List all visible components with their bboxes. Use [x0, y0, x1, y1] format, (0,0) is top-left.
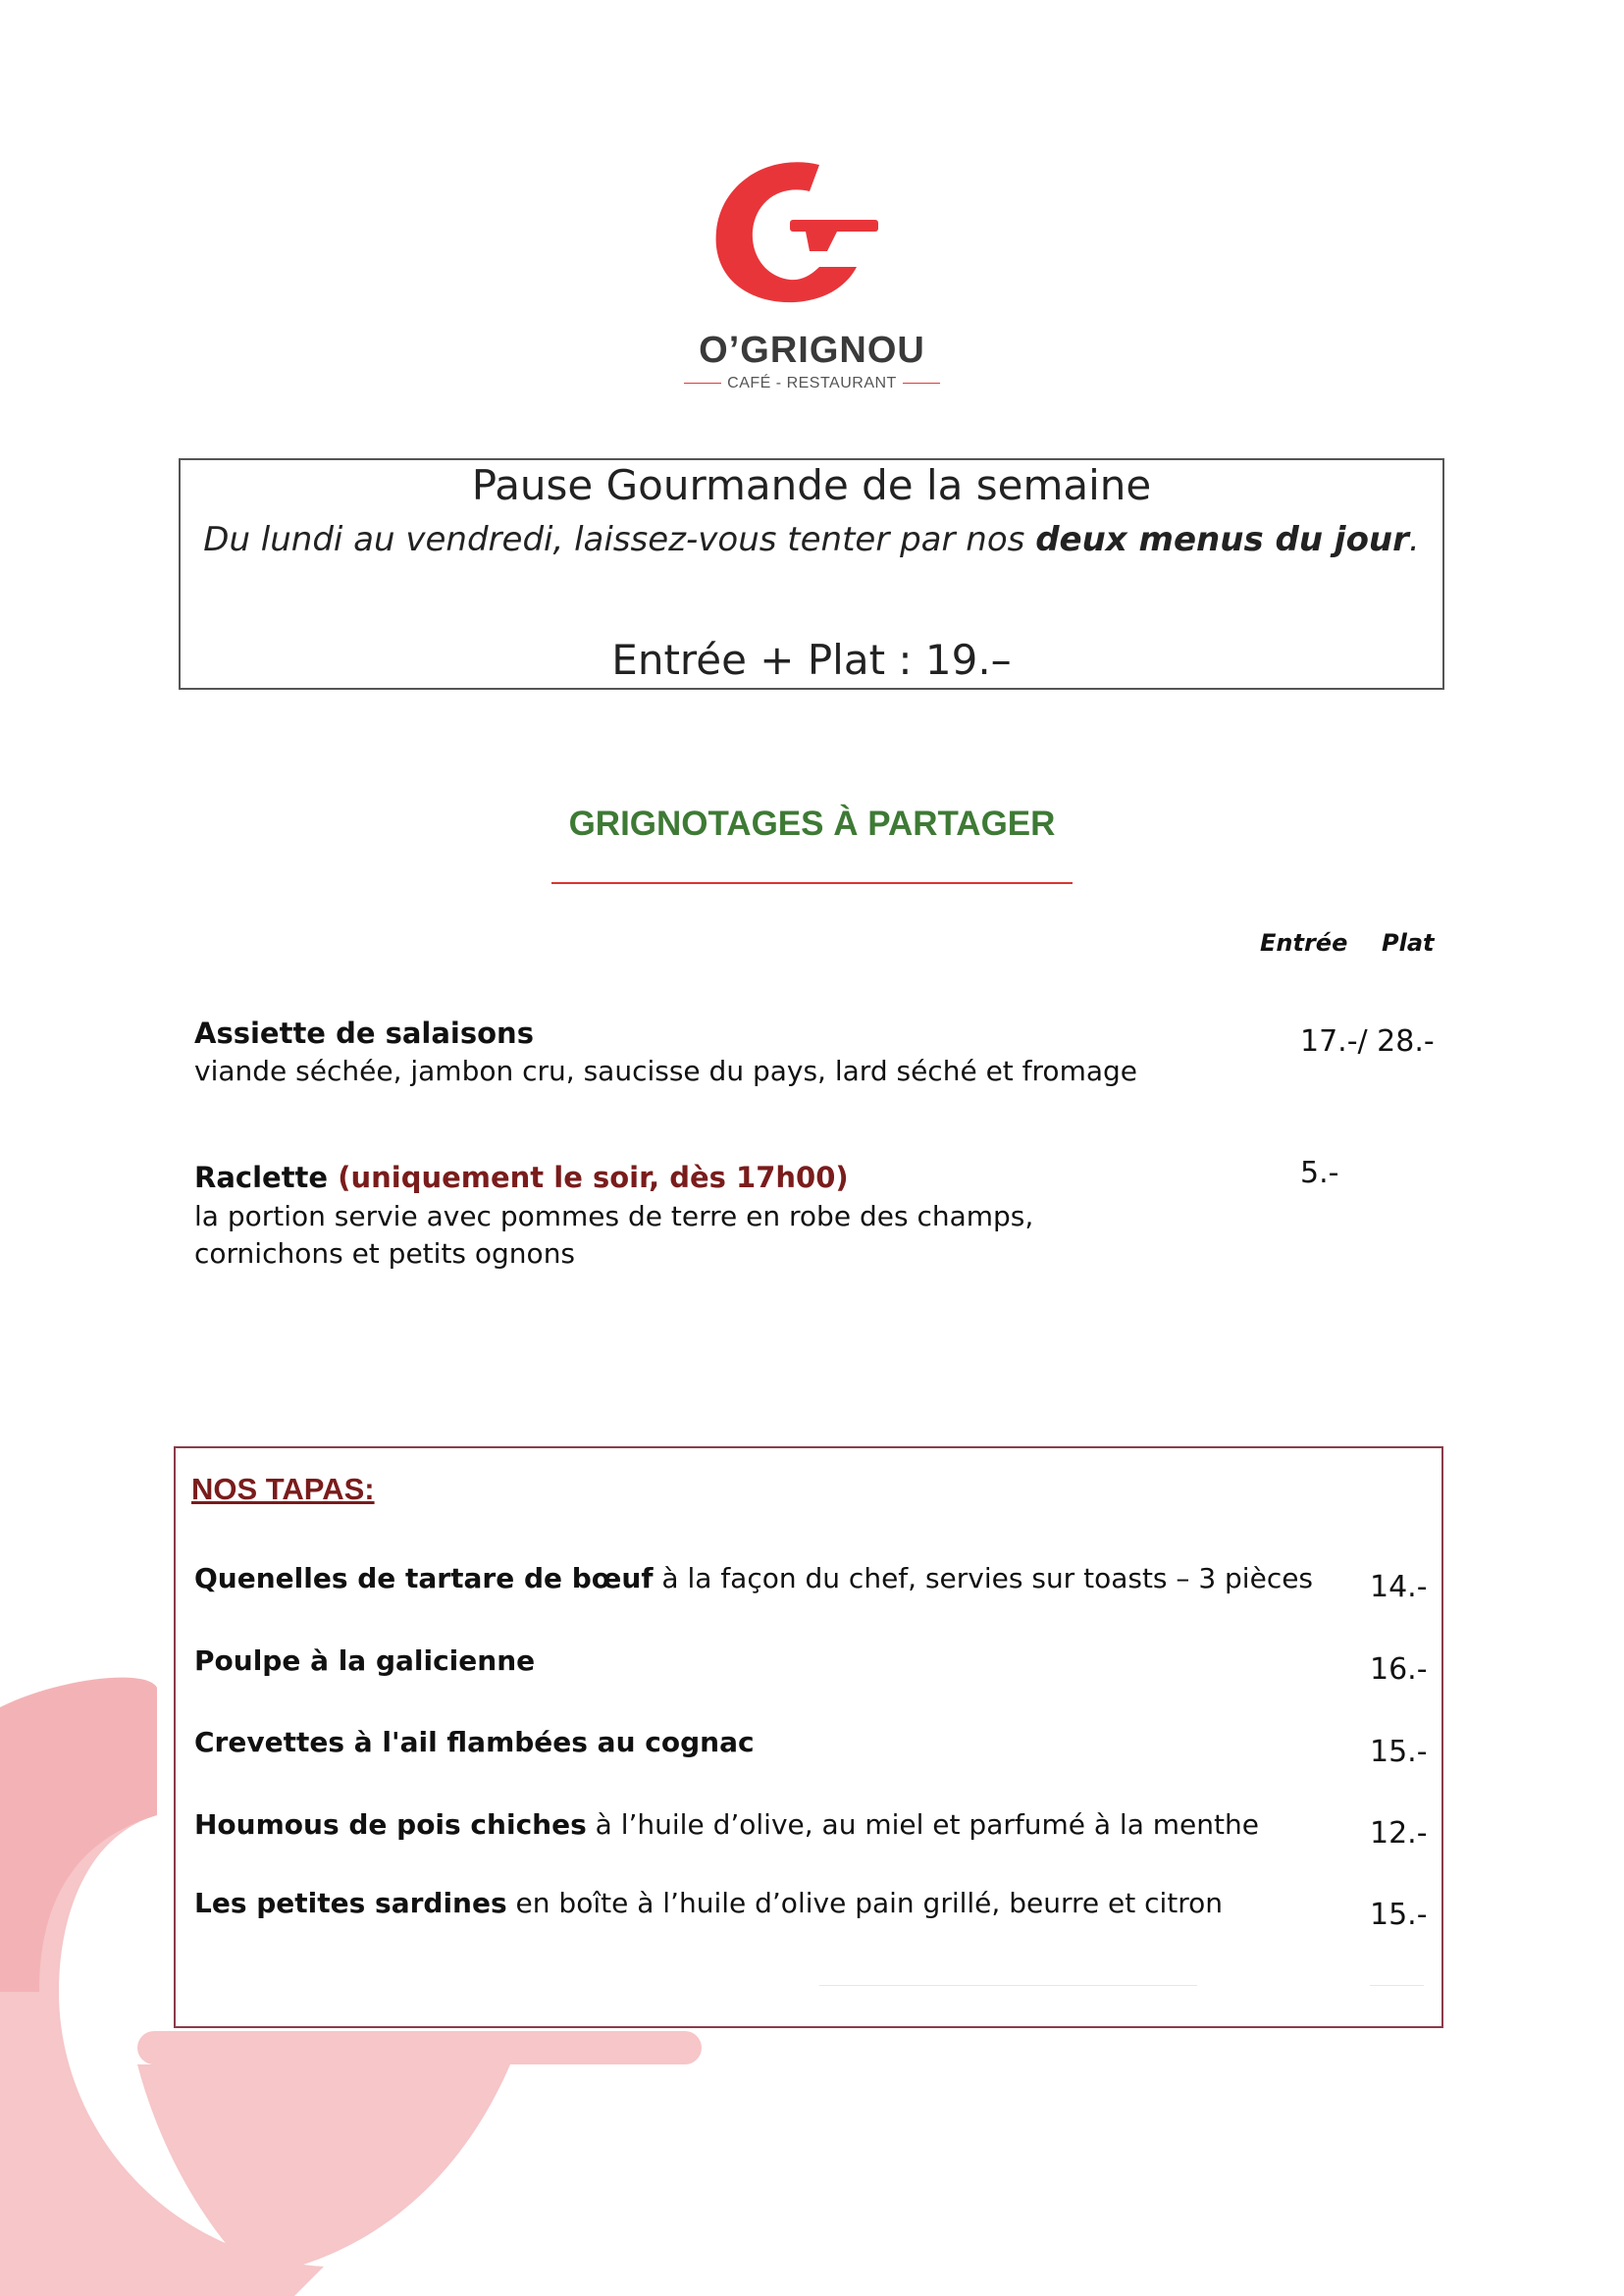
tapas-item: [194, 1726, 755, 1758]
tapas-item-name: Crevettes à l'ail flambées au cognac: [194, 1726, 755, 1758]
tagline-left-rule: [684, 383, 721, 384]
tapas-item-name: Les petites sardines: [194, 1887, 507, 1919]
tapas-item-price: 15.-: [1370, 1735, 1428, 1769]
tapas-title: NOS TAPAS:: [191, 1472, 375, 1506]
tapas-item: [194, 1562, 1313, 1594]
menu-item-price: 17.-/ 28.-: [1300, 1024, 1435, 1059]
tapas-faint-rule: [819, 1985, 1197, 1986]
menu-item-note: (uniquement le soir, dès 17h00): [338, 1161, 849, 1194]
tapas-item-price: 15.-: [1370, 1898, 1428, 1932]
menu-item-name: Assiette de salaisons: [194, 1017, 534, 1050]
logo-g-icon: [711, 157, 888, 304]
tapas-item-description: à la façon du chef, servies sur toasts – 3 pièces: [653, 1562, 1314, 1594]
tapas-item-description: à l’huile d’olive, au miel et parfumé à la menthe: [586, 1808, 1259, 1841]
tapas-item: [194, 1644, 535, 1677]
weekly-subtitle-bold: deux menus du jour: [1035, 520, 1409, 559]
tapas-item-name: Houmous de pois chiches: [194, 1808, 587, 1841]
tapas-item-price: 12.-: [1370, 1816, 1428, 1851]
brand-name: O’GRIGNOU: [699, 330, 925, 371]
tapas-item-description: en boîte à l’huile d’olive pain grillé, beurre et citron: [506, 1887, 1224, 1919]
column-header-plat: Plat: [1382, 929, 1435, 957]
menu-item-description: la portion servie avec pommes de terre en robe des champs,: [194, 1200, 1034, 1232]
tapas-item: [194, 1887, 1223, 1919]
menu-item-name: [194, 1161, 849, 1194]
menu-item-price: 5.-: [1300, 1156, 1339, 1190]
tagline-right-rule: [903, 383, 940, 384]
tapas-item-price: 14.-: [1370, 1570, 1428, 1604]
tapas-item: [194, 1808, 1259, 1841]
brand-tagline-text: CAFÉ - RESTAURANT: [727, 375, 897, 391]
brand-tagline: [0, 375, 1624, 392]
weekly-subtitle: [179, 520, 1444, 559]
column-header-entree: Entrée: [1260, 929, 1348, 957]
section-divider: [551, 882, 1073, 884]
weekly-subtitle-suffix: .: [1408, 520, 1420, 559]
tapas-item-name: Quenelles de tartare de bœuf: [194, 1562, 654, 1594]
weekly-title: Pause Gourmande de la semaine: [471, 461, 1152, 509]
tapas-faint-rule: [1370, 1985, 1424, 1986]
tapas-item-price: 16.-: [1370, 1652, 1428, 1687]
weekly-price: Entrée + Plat : 19.–: [611, 636, 1012, 684]
weekly-subtitle-prefix: Du lundi au vendredi, laissez-vous tenter par nos: [203, 520, 1036, 559]
menu-item-name-text: Raclette: [194, 1161, 329, 1194]
menu-item-description: viande séchée, jambon cru, saucisse du pays, lard séché et fromage: [194, 1055, 1137, 1087]
menu-item-description: cornichons et petits ognons: [194, 1237, 576, 1270]
tapas-item-name: Poulpe à la galicienne: [194, 1644, 536, 1677]
section-title-grignotages: GRIGNOTAGES À PARTAGER: [568, 805, 1056, 843]
